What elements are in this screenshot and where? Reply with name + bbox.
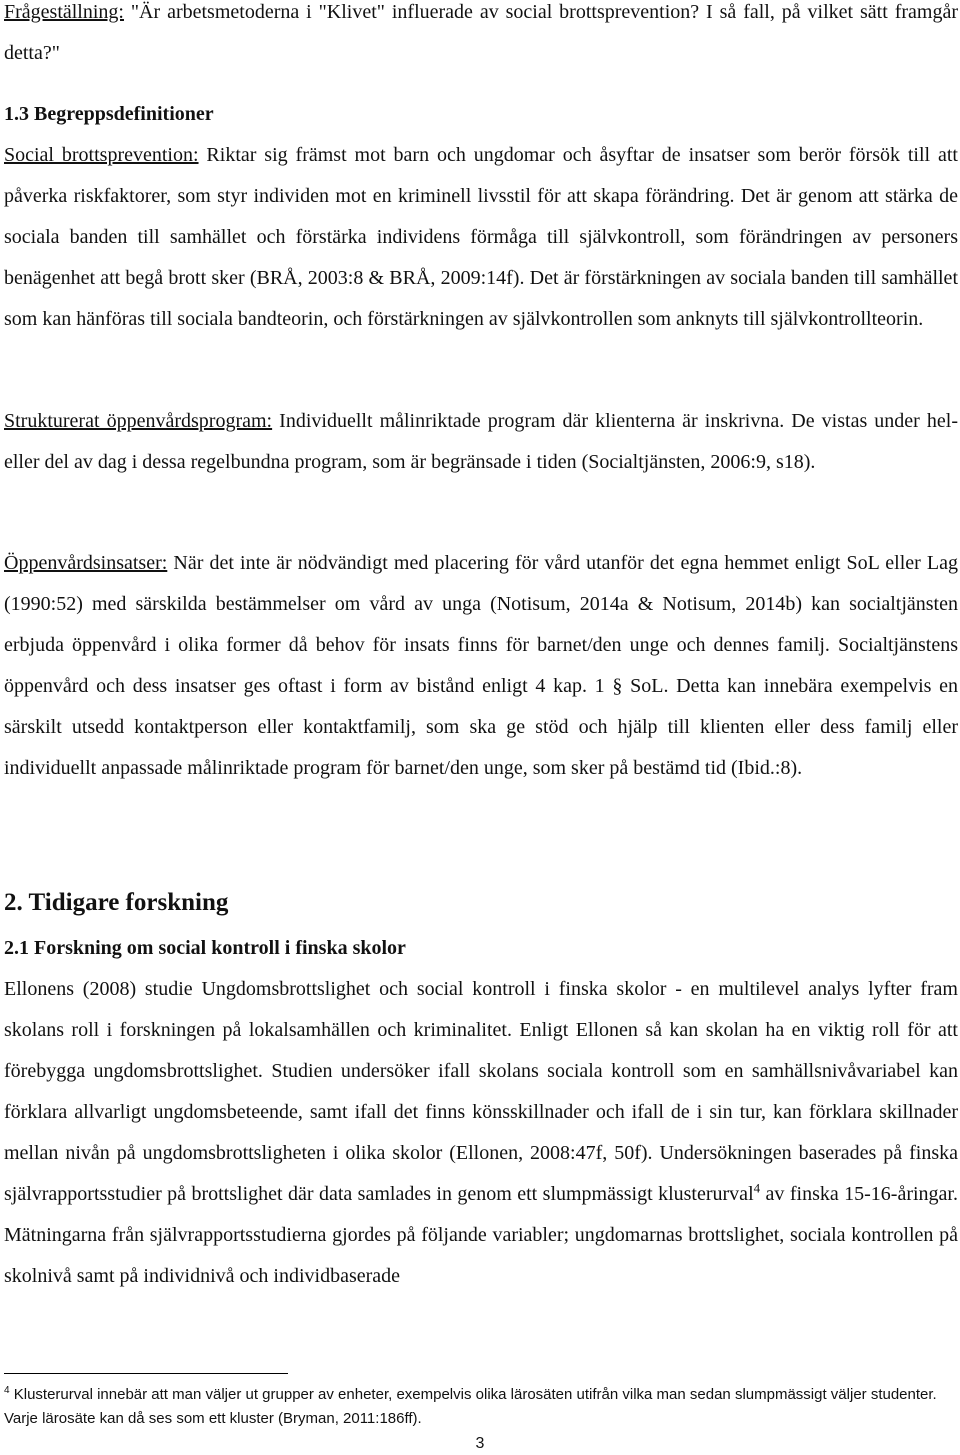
footnote-text: Klusterurval innebär att man väljer ut grupper av enheter, exempelvis olika lärosäten utifrån vilka man sedan slumpmässigt väljer studenter. Varje lärosäte kan då ses som ett kluster (Bryman, 2011:186ff). — [4, 1386, 937, 1427]
section-2-1-body — [4, 969, 958, 1297]
definition-social-crime-prevention — [4, 135, 958, 340]
definition-outpatient-interventions — [4, 543, 958, 789]
footnote-reference: 4 — [753, 1180, 761, 1196]
research-question-label: Frågeställning: — [4, 1, 124, 23]
section-heading-2: 2. Tidigare forskning — [4, 889, 229, 916]
definition-term: Öppenvårdsinsatser: — [4, 552, 168, 574]
definition-text: När det inte är nödvändigt med placering för vård utanför det egna hemmet enligt SoL eller Lag (1990:52) med särskilda bestämmelser om vård av unga (Notisum, 2014a & Notisum, 2014b) kan socialtjänsten erbjuda öppenvård i olika former då behov för insats finns för barnet/den unge och dennes familj. Socialtjänstens öppenvård och dess insatser ges oftast i form av bistånd enligt 4 kap. 1 § SoL. Detta kan innebära exempelvis en särskilt utsedd kontaktperson eller kontaktfamilj, som ska ge stöd och hjälp till klienten eller dess familj eller individuellt anpassade målinriktade program för barnet/den unge, som sker på bestämd tid (Ibid.:8). — [4, 552, 958, 779]
definition-term: Strukturerat öppenvårdsprogram: — [4, 410, 273, 432]
page-number: 3 — [475, 1435, 485, 1452]
research-question — [4, 0, 958, 74]
body-text: Ellonens (2008) studie Ungdomsbrottslighet och social kontroll i finska skolor - en multilevel analys lyfter fram skolans roll i forskningen på lokalsamhällen och kriminalitet. Enligt Ellonen så kan skolan ha en viktig roll för att förebygga ungdomsbrottslighet. Studien undersöker ifall skolans sociala kontroll som en samhällsnivåvariabel kan förklara allvarligt ungdomsbeteende, samt ifall det finns könsskillnader och ifall de i sin tur, kan förklara skillnader mellan nivån på ungdomsbrottsligheten i olika skolor (Ellonen, 2008:47f, 50f). Undersökningen baserades på finska självrapportsstudier på brottslighet där data samlades in genom ett slumpmässigt klusterurval — [4, 978, 958, 1205]
footnote — [4, 1383, 958, 1431]
research-question-text: "Är arbetsmetoderna i "Klivet" influerade av social brottsprevention? I så fall, på vilket sätt framgår detta?" — [4, 1, 958, 64]
section-heading-2-1: 2.1 Forskning om social kontroll i finska skolor — [4, 937, 406, 959]
footnote-number: 4 — [4, 1385, 10, 1396]
footnote-divider — [4, 1373, 288, 1374]
section-heading-1-3: 1.3 Begreppsdefinitioner — [4, 103, 214, 125]
definition-term: Social brottsprevention: — [4, 144, 199, 166]
definition-text: Riktar sig främst mot barn och ungdomar och åsyftar de insatser som berör försök till att påverka riskfaktorer, som styr individen mot en kriminell livsstil för att skapa förändring. Det är genom att stärka de sociala banden till samhället och förstärka individens förmåga till självkontroll, som förändringen av personers benägenhet att begå brott sker (BRÅ, 2003:8 & BRÅ, 2009:14f). Det är förstärkningen av sociala banden till samhället som kan hänföras till sociala bandteorin, och förstärkningen av självkontrollen som anknyts till självkontrollteorin. — [4, 144, 958, 330]
body-text-continued: av finska 15-16-åringar. Mätningarna från självrapportsstudierna gjordes på följande variabler; ungdomarnas brottslighet, sociala kontrollen på skolnivå samt på individnivå och individbaserade — [4, 1183, 958, 1287]
definition-text: Individuellt målinriktade program där klienterna är inskrivna. De vistas under hel- eller del av dag i dessa regelbundna program, som är begränsade i tiden (Socialtjänsten, 2006:9, s18). — [4, 410, 958, 473]
definition-structured-program — [4, 401, 958, 483]
